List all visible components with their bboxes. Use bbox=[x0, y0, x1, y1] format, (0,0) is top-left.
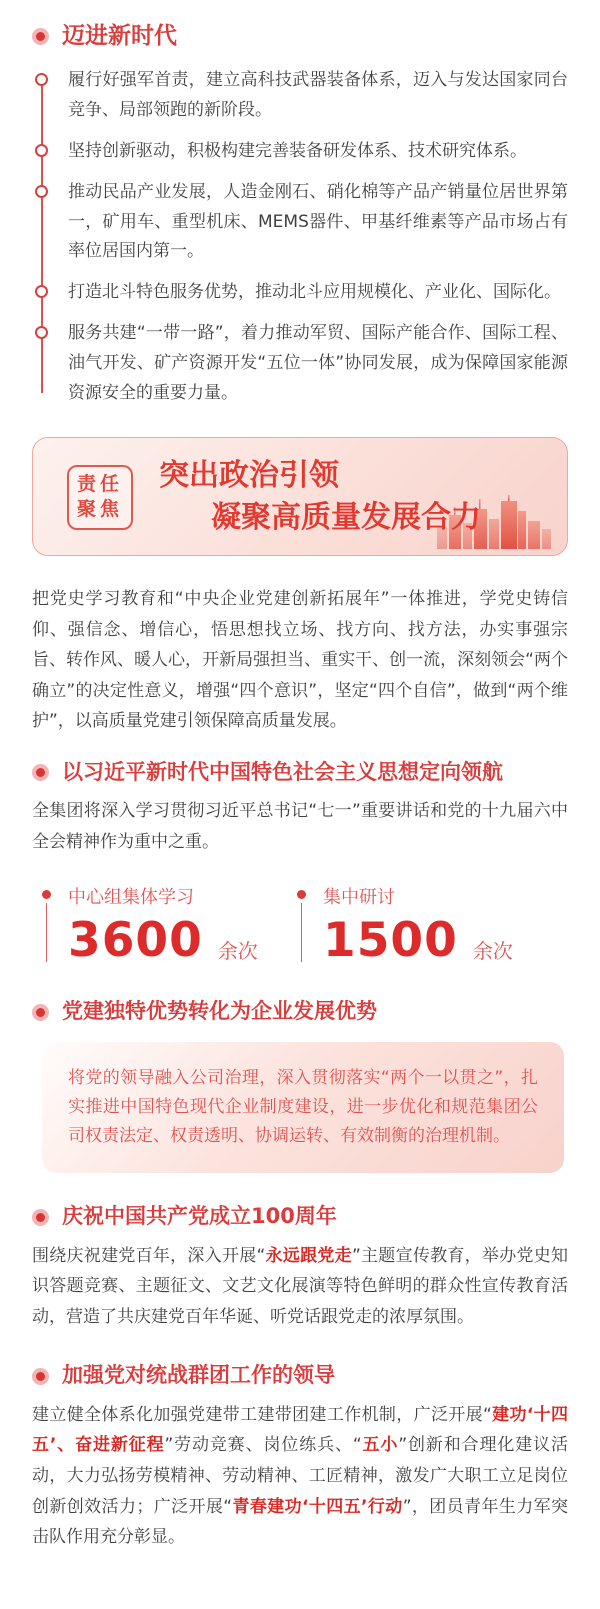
chapter-tag-line1: 责任 bbox=[77, 473, 124, 496]
target-dot-icon bbox=[32, 28, 49, 45]
section-title: 以习近平新时代中国特色社会主义思想定向领航 bbox=[62, 759, 503, 784]
chapter-tag bbox=[67, 465, 133, 529]
section-title: 迈进新时代 bbox=[62, 23, 177, 49]
stat-unit: 余次 bbox=[472, 939, 513, 964]
guidance-paragraph: 全集团将深入学习贯彻习近平总书记“七一”重要讲话和党的十九届六中全会精神作为重中之重。 bbox=[32, 801, 568, 852]
section-title: 庆祝中国共产党成立100周年 bbox=[62, 1204, 337, 1229]
stat-focused-seminar bbox=[297, 883, 552, 969]
section-heading bbox=[32, 759, 568, 786]
section-title: 党建独特优势转化为企业发展优势 bbox=[62, 999, 377, 1024]
section-heading bbox=[32, 1362, 568, 1389]
target-dot-icon bbox=[32, 1209, 49, 1226]
stat-label: 集中研讨 bbox=[323, 887, 395, 909]
section-guidance bbox=[32, 759, 568, 969]
timeline-item: 推动民品产业发展，人造金刚石、硝化棉等产品产销量位居世界第一，矿用车、重型机床、MEMS器件、甲基纤维素等产品市场占有率位居国内第一。 bbox=[68, 178, 568, 268]
section-centenary bbox=[32, 1203, 568, 1332]
timeline-item: 打造北斗特色服务优势，推动北斗应用规模化、产业化、国际化。 bbox=[68, 278, 568, 308]
chapter-title-line2: 凝聚高质量发展合力 bbox=[211, 500, 482, 536]
chapter-title bbox=[159, 459, 547, 536]
highlight-box: 将党的领导融入公司治理，深入贯彻落实“两个一以贯之”，扎实推进中国特色现代企业制度建设，进一步优化和规范集团公司权责法定、权责透明、协调运转、有效制衡的治理机制。 bbox=[42, 1042, 564, 1174]
section-heading bbox=[32, 998, 568, 1025]
stat-label: 中心组集体学习 bbox=[68, 887, 194, 909]
target-dot-icon bbox=[32, 1368, 49, 1385]
section-heading bbox=[32, 22, 568, 52]
section-heading bbox=[32, 1203, 568, 1230]
intro-paragraph: 把党史学习教育和“中央企业党建创新拓展年”一体推进，学党史铸信仰、强信念、增信心，悟思想找立场、找方向、找方法，办实事强宗旨、转作风、暖人心，开新局强担当、重实干、创一流，深刻领会“两个确立”的决定性意义，增强“四个意识”，坚定“四个自信”，做到“两个维护”，以高质量党建引领保障高质量发展。 bbox=[32, 588, 568, 732]
stat-value: 3600 bbox=[68, 913, 203, 969]
section-united-front bbox=[32, 1362, 568, 1552]
centenary-paragraph: 围绕庆祝建党百年，深入开展“永远跟党走”主题宣传教育，举办党史知识答题竞赛、主题征文、文艺文化展演等特色鲜明的群众性宣传教育活动，营造了共庆建党百年华诞、听党话跟党走的浓厚氛围。 bbox=[32, 1245, 569, 1327]
target-dot-icon bbox=[32, 764, 49, 781]
chapter-banner-row bbox=[67, 459, 547, 536]
section-new-era bbox=[32, 22, 568, 409]
target-dot-icon bbox=[32, 1004, 49, 1021]
chapter-tag-line2: 聚焦 bbox=[77, 498, 124, 521]
timeline-item: 服务共建“一带一路”，着力推动军贸、国际产能合作、国际工程、油气开发、矿产资源开发“五位一体”协同发展，成为保障国家能源资源安全的重要力量。 bbox=[68, 319, 568, 409]
united-front-paragraph: 建立健全体系化加强党建带工建带团建工作机制，广泛开展“建功‘十四五’、奋进新征程”劳动竞赛、岗位练兵、“五小”创新和合理化建议活动，大力弘扬劳模精神、劳动精神、工匠精神，激发广大职工立足岗位创新创效活力；广泛开展“青春建功‘十四五’行动”，团员青年生力军突击队作用充分彰显。 bbox=[32, 1404, 568, 1548]
chapter-title-line1: 突出政治引领 bbox=[159, 457, 340, 493]
stat-unit: 余次 bbox=[217, 939, 258, 964]
study-stats bbox=[42, 883, 568, 969]
milestone-timeline bbox=[32, 66, 568, 409]
stat-central-group-study bbox=[42, 883, 297, 969]
timeline-item: 坚持创新驱动，积极构建完善装备研发体系、技术研究体系。 bbox=[68, 137, 568, 167]
stat-value: 1500 bbox=[323, 913, 458, 969]
timeline-item: 履行好强军首责，建立高科技武器装备体系，迈入与发达国家同台竞争、局部领跑的新阶段。 bbox=[68, 66, 568, 126]
section-advantage bbox=[32, 998, 568, 1173]
section-title: 加强党对统战群团工作的领导 bbox=[62, 1363, 335, 1388]
chapter-banner bbox=[32, 437, 568, 556]
